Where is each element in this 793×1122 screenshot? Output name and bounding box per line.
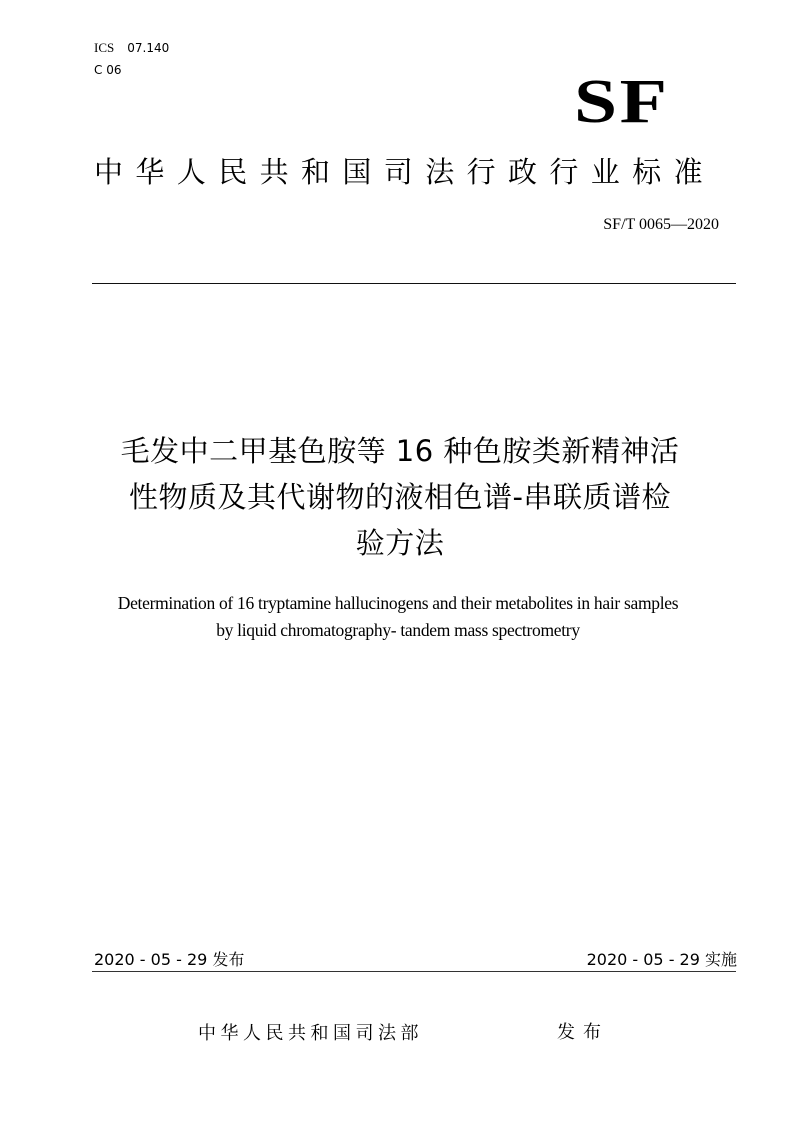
top-divider (92, 283, 736, 284)
sf-logo: SF (574, 68, 670, 136)
english-title-line: Determination of 16 tryptamine hallucinogens and their metabolites in hair samples (117, 593, 679, 613)
chinese-title-line: 验方法 (355, 526, 445, 560)
ics-classification (94, 40, 169, 56)
chinese-title-line: 毛发中二甲基色胺等 16 种色胺类新精神活 (120, 434, 680, 468)
standard-number: SF/T 0065—2020 (603, 216, 719, 233)
chinese-title-line: 性物质及其代谢物的液相色谱-串联质谱检 (129, 480, 671, 514)
issue-date: 2020 - 05 - 29 发布 (94, 950, 245, 969)
english-title-line: by liquid chromatography- tandem mass spectrometry (216, 620, 580, 640)
implementation-date: 2020 - 05 - 29 实施 (586, 950, 737, 969)
issuing-authority: 中华人民共和国司法部 (198, 1023, 423, 1044)
standard-category-title: 中华人民共和国司法行政行业标准 (94, 155, 716, 189)
ics-code: 07.140 (127, 41, 170, 55)
english-title (40, 590, 756, 644)
ccs-classification: C 06 (94, 63, 122, 77)
chinese-title (60, 428, 740, 566)
issue-action: 发布 (557, 1022, 609, 1043)
ics-label: ICS (94, 40, 115, 55)
bottom-divider (92, 971, 736, 972)
